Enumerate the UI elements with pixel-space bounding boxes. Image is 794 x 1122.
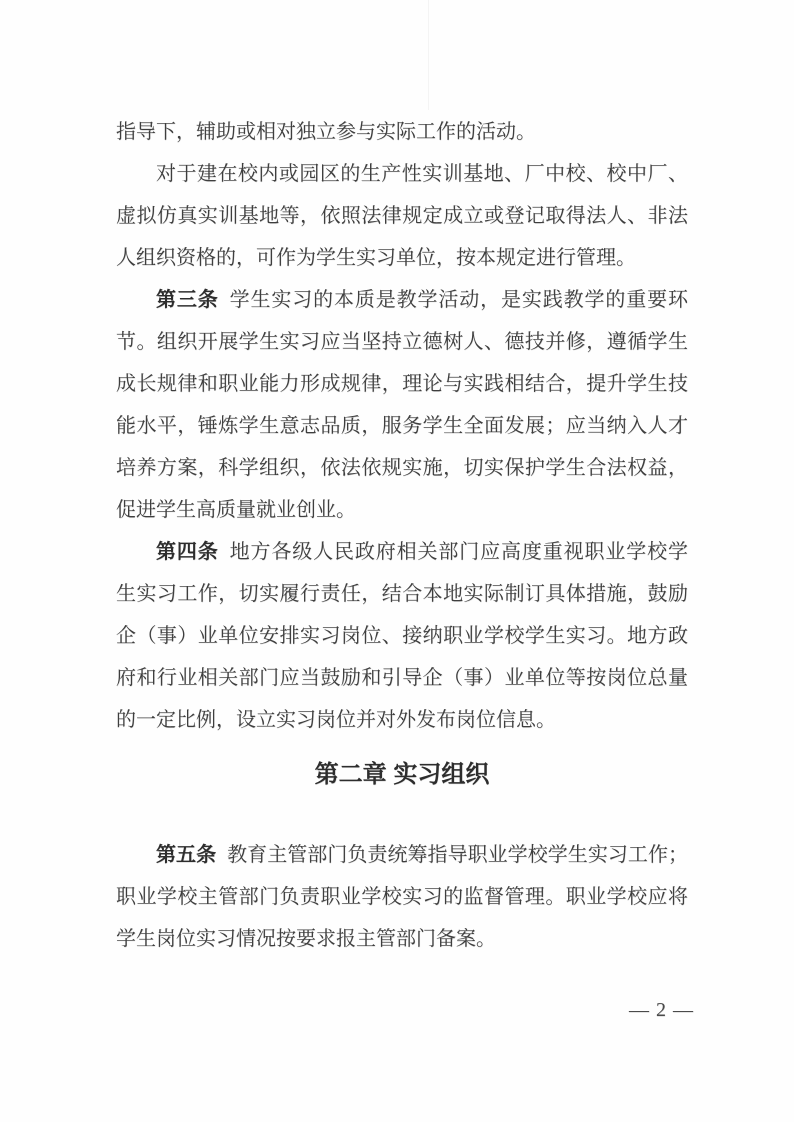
- text-run: 对于建在校内或园区的生产性实训基地、厂中校、校中厂、: [156, 163, 688, 185]
- text-run: 学生岗位实习情况按要求报主管部门备案。: [116, 928, 496, 950]
- text-line: [116, 531, 688, 573]
- text-run: 能水平，锤炼学生意志品质，服务学生全面发展；应当纳入人才: [116, 415, 688, 437]
- text-line: [116, 153, 688, 195]
- article-number: 第三条: [156, 289, 219, 311]
- text-line: [116, 918, 688, 960]
- text-run: 指导下，辅助或相对独立参与实际工作的活动。: [116, 121, 536, 143]
- text-line: [116, 279, 688, 321]
- text-line: [116, 237, 688, 279]
- text-line: [116, 657, 688, 699]
- text-run: 企（事）业单位安排实习岗位、接纳职业学校学生实习。地方政: [116, 625, 688, 647]
- text-run: 的一定比例，设立实习岗位并对外发布岗位信息。: [116, 709, 556, 731]
- text-line: [116, 615, 688, 657]
- text-line: [116, 111, 688, 153]
- text-run: 促进学生高质量就业创业。: [116, 499, 356, 521]
- text-run: 职业学校主管部门负责职业学校实习的监督管理。职业学校应将: [116, 886, 688, 908]
- scan-artifact-line: [428, 0, 429, 110]
- text-line: [116, 699, 688, 741]
- text-run: 教育主管部门负责统筹指导职业学校学生实习工作；: [227, 844, 689, 866]
- text-line: [116, 573, 688, 615]
- article-number: 第四条: [156, 541, 219, 563]
- chapter-heading: 第二章 实习组织: [314, 761, 490, 788]
- text-line: [116, 405, 688, 447]
- text-line: [116, 321, 688, 363]
- article-number: 第五条: [156, 844, 217, 866]
- text-run: 学生实习的本质是教学活动，是实践教学的重要环: [229, 289, 688, 311]
- document-body: [116, 111, 688, 960]
- text-run: 节。组织开展学生实习应当坚持立德树人、德技并修，遵循学生: [116, 331, 688, 353]
- text-line: [116, 447, 688, 489]
- text-line: [116, 489, 688, 531]
- text-line: [116, 876, 688, 918]
- text-line: [116, 363, 688, 405]
- text-run: 人组织资格的，可作为学生实习单位，按本规定进行管理。: [116, 247, 636, 269]
- text-run: 生实习工作，切实履行责任，结合本地实际制订具体措施，鼓励: [116, 583, 688, 605]
- text-run: 府和行业相关部门应当鼓励和引导企（事）业单位等按岗位总量: [116, 667, 688, 689]
- page-number: — 2 —: [629, 999, 694, 1021]
- text-run: 虚拟仿真实训基地等，依照法律规定成立或登记取得法人、非法: [116, 205, 688, 227]
- text-line: [116, 834, 688, 876]
- text-line: [116, 195, 688, 237]
- text-run: 成长规律和职业能力形成规律，理论与实践相结合，提升学生技: [116, 373, 688, 395]
- text-run: 培养方案，科学组织，依法依规实施，切实保护学生合法权益，: [116, 457, 688, 479]
- text-run: 地方各级人民政府相关部门应高度重视职业学校学: [229, 541, 688, 563]
